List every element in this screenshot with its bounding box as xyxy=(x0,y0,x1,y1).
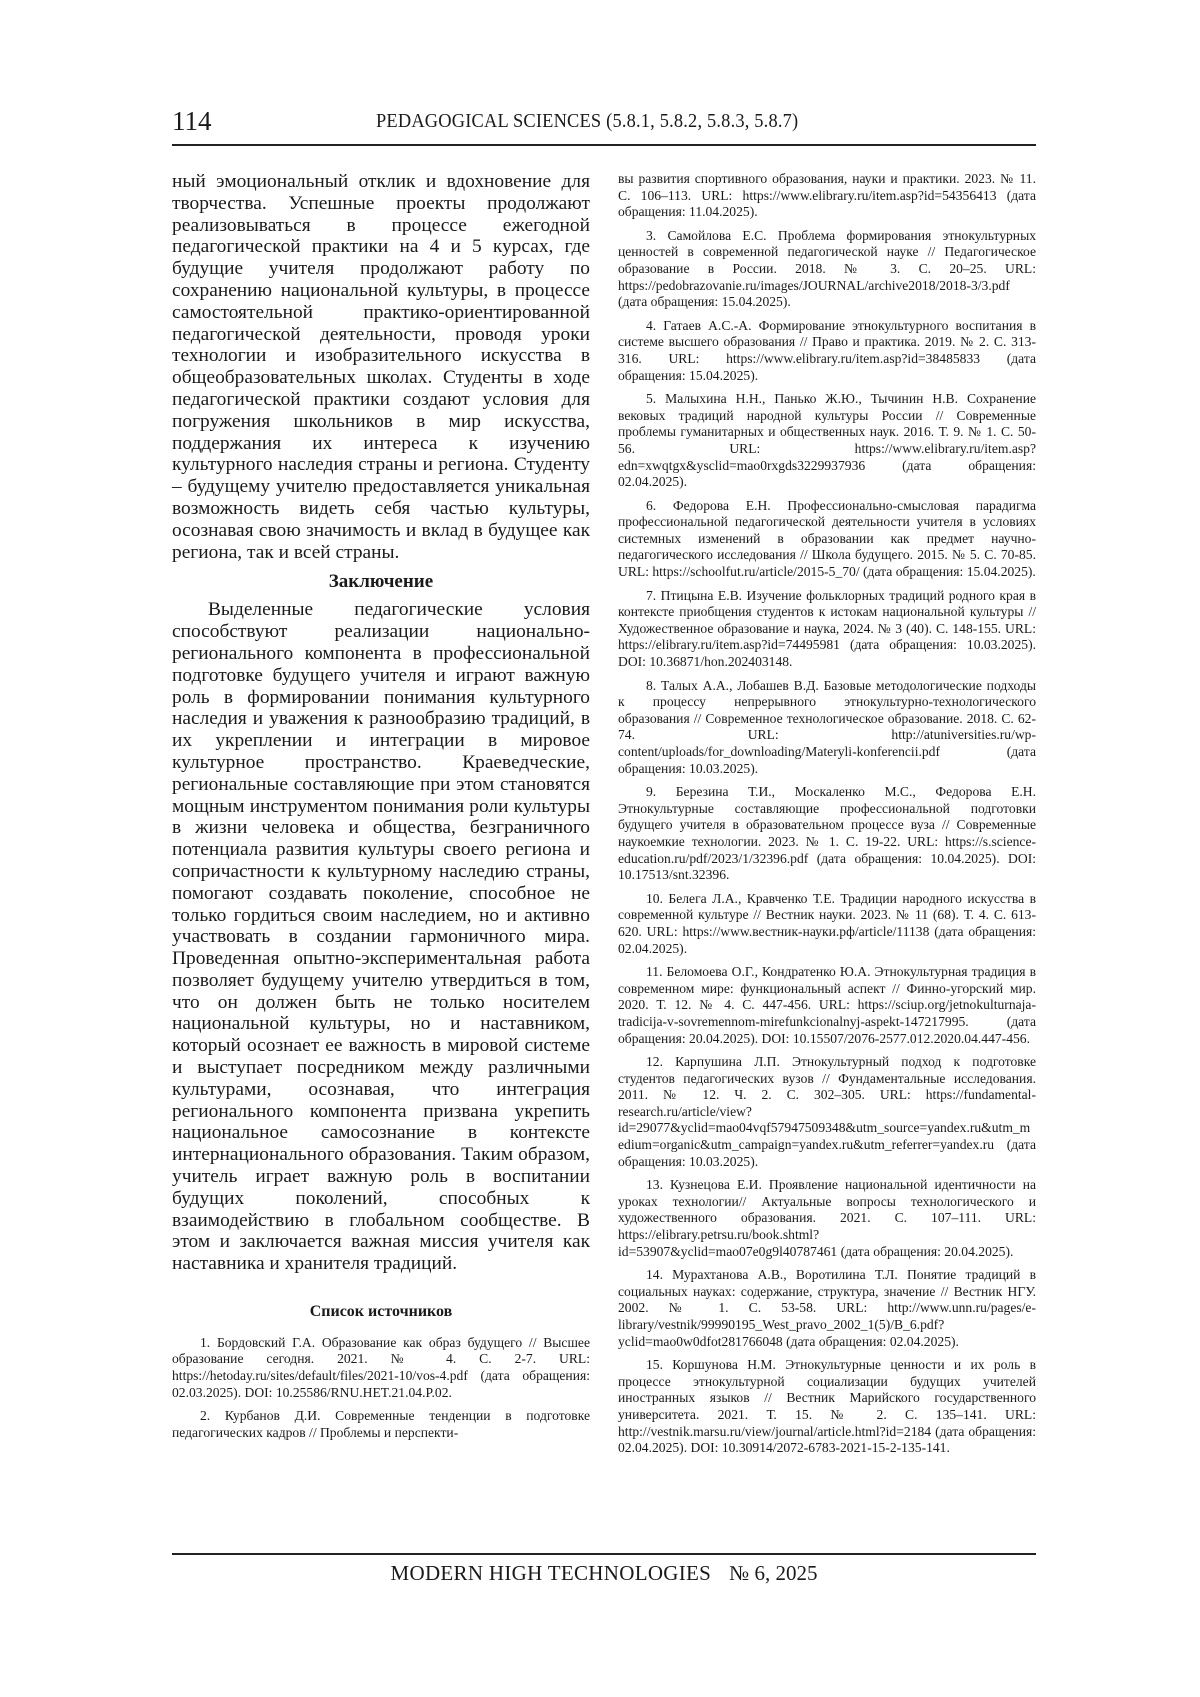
reference-item-9: 9. Березина Т.И., Москаленко М.С., Федорова Е.Н. Этнокультурные составляющие профессиональной подготовки будущего учителя в образовательном процессе вуза // Современные наукоемкие технологии. 2023. № 1. С. 19-22. URL: https://s.science-education.ru/pdf/2023/1/32396.pdf (дата обращения: 10.04.2025). DOI: 10.17513/snt.32396. xyxy=(618,784,1036,883)
reference-item-12: 12. Карпушина Л.П. Этнокультурный подход к подготовке студентов педагогических вузов // Фундаментальные исследования. 2011. № 12. Ч. 2. С. 302–305. URL: https://fundamental-research.ru/article/view?id=29077&yclid=mao04vqf57947509348&utm_source=yandex.ru&utm_medium=organic&utm_campaign=yandex.ru&utm_referrer=yandex.ru (дата обращения: 10.03.2025). xyxy=(618,1054,1036,1169)
page-number: 114 xyxy=(172,106,212,136)
page-header xyxy=(172,104,1036,146)
running-title: PEDAGOGICAL SCIENCES (5.8.1, 5.8.2, 5.8.3, 5.8.7) xyxy=(376,110,799,132)
reference-item-6: 6. Федорова Е.Н. Профессионально-смысловая парадигма профессиональной педагогической деятельности учителя в условиях системных изменений в образовании как предмет научно-педагогического исследования // Школа будущего. 2015. № 5. С. 70-85. URL: https://schoolfut.ru/article/2015-5_70/ (дата обращения: 15.04.2025). xyxy=(618,497,1036,580)
reference-list-left xyxy=(172,1335,590,1442)
reference-item-3: 3. Самойлова Е.С. Проблема формирования этнокультурных ценностей в современной педагогической науке // Педагогическое образование в России. 2018. № 3. С. 20–25. URL: https://pedobrazovanie.ru/images/JOURNAL/archive2018/2018-3/3.pdf (дата обращения: 15.04.2025). xyxy=(618,227,1036,310)
reference-item-1: 1. Бордовский Г.А. Образование как образ будущего // Высшее образование сегодня. 2021. № 4. С. 2-7. URL: https://hetoday.ru/sites/default/files/2021-10/vos-4.pdf (дата обращения: 02.03.2025). DOI: 10.25586/RNU.HET.21.04.P.02. xyxy=(172,1334,590,1400)
page-footer xyxy=(172,1553,1036,1586)
reference-list-right xyxy=(618,171,1036,1457)
references-heading: Список источников xyxy=(309,1303,453,1321)
reference-item-5: 5. Малыхина Н.Н., Панько Ж.Ю., Тычинин Н.В. Сохранение вековых традиций народной культуры России // Современные проблемы гуманитарных и общественных наук. 2016. Т. 9. № 1. С. 50-56. URL: https://www.elibrary.ru/item.asp?edn=xwqtgx&ysclid=mao0rxgds3229937936 (дата обращения: 02.04.2025). xyxy=(618,391,1036,490)
reference-item-4: 4. Гатаев А.С.-А. Формирование этнокультурного воспитания в системе высшего образования // Право и практика. 2019. № 2. С. 313-316. URL: https://www.elibrary.ru/item.asp?id=38485833 (дата обращения: 15.04.2025). xyxy=(618,317,1036,383)
conclusion-heading: Заключение xyxy=(328,571,434,593)
reference-item-15: 15. Коршунова Н.М. Этнокультурные ценности и их роль в процессе этнокультурной социализации будущих учителей иностранных языков // Вестник Марийского государственного университета. 2021. Т. 15. № 2. С. 135–141. URL: http://vestnik.marsu.ru/view/journal/article.html?id=2184 (дата обращения: 02.04.2025). DOI: 10.30914/2072-6783-2021-15-2-135-141. xyxy=(618,1357,1036,1456)
reference-item-2: 2. Курбанов Д.И. Современные тенденции в подготовке педагогических кадров // Проблемы и перспекти- xyxy=(172,1408,590,1440)
reference-item-11: 11. Беломоева О.Г., Кондратенко Ю.А. Этнокультурная традиция в современном мире: функциональный аспект // Финно-угорский мир. 2020. Т. 12. № 4. С. 447-456. URL: https://sciup.org/jetnokulturnaja-tradicija-v-sovremennom-mirefunkcionalnyj-aspekt-147217995. (дата обращения: 20.04.2025). DOI: 10.15507/2076-2577.012.2020.04.447-456. xyxy=(618,964,1036,1046)
conclusion-paragraph: Выделенные педагогические условия способствуют реализации национально-регионального компонента в профессиональной подготовке будущего учителя и играют важную роль в формировании понимания культурного наследия и уважения к разнообразию традиций, в их укреплении и интеграции в мировое культурное пространство. Краеведческие, региональные составляющие при этом становятся мощным инструментом понимания роли культуры в жизни человека и общества, безграничного потенциала развития культуры своего региона и сопричастности к культурному наследию страны, помогают создавать поколение, способное не только гордиться своим наследием, но и активно участвовать в создании гармоничного мира. Проведенная опытно-экспериментальная работа позволяет будущему учителю утвердиться в том, что он должен быть не только носителем национальной культуры, но и наставником, который осознает ее важность в мировой системе и выступает посредником между различными культурами, осознавая, что интеграция регионального компонента призвана укрепить национальное самосознание в контексте интернационального образования. Таким образом, учитель играет важную роль в воспитании будущих поколений, способных к взаимодействию в глобальном сообществе. В этом и заключается важная миссия учителя как наставника и хранителя традиций. xyxy=(172,599,590,1275)
issue-number: № 6, 2025 xyxy=(729,1561,818,1585)
reference-item-13: 13. Кузнецова Е.И. Проявление национальной идентичности на уроках технологии// Актуальные вопросы технологического и художественного образования. 2021. С. 107–111. URL: https://elibrary.petrsu.ru/book.shtml?id=53907&yclid=mao07e0g9l40787461 (дата обращения: 20.04.2025). xyxy=(618,1177,1036,1259)
reference-item-14: 14. Мурахтанова А.В., Воротилина Т.Л. Понятие традиций в социальных науках: содержание, структура, значение // Вестник НГУ. 2002. № 1. С. 53-58. URL: http://www.unn.ru/pages/e-library/vestnik/99990195_West_pravo_2002_1(5)/B_6.pdf?yclid=mao0w0dfot281766048 (дата обращения: 02.04.2025). xyxy=(618,1267,1036,1349)
reference-item-10: 10. Белега Л.А., Кравченко Т.Е. Традиции народного искусства в современной культуре // Вестник науки. 2023. № 11 (68). Т. 4. С. 613-620. URL: https://www.вестник-науки.рф/article/11138 (дата обращения: 02.04.2025). xyxy=(618,890,1036,956)
reference-item-7: 7. Птицына Е.В. Изучение фольклорных традиций родного края в контексте приобщения студентов к истокам национальной культуры // Художественное образование и наука, 2024. № 3 (40). С. 148-155. URL: https://elibrary.ru/item.asp?id=74495981 (дата обращения: 10.03.2025). DOI: 10.36871/hon.202403148. xyxy=(618,587,1036,670)
body-paragraph-continued: ный эмоциональный отклик и вдохновение для творчества. Успешные проекты продолжают реализовываться в процессе ежегодной педагогической практики на 4 и 5 курсах, где будущие учителя продолжают работу по сохранению национальной культуры, в процессе самостоятельной практико-ориентированной педагогической деятельности, проводя уроки технологии и изобразительного искусства в общеобразовательных школах. Студенты в ходе педагогической практики создают условия для погружения школьников в мир искусства, поддержания их интереса к изучению культурного наследия страны и региона. Студенту – будущему учителю предоставляется уникальная возможность видеть себя частью культуры, осознавая свою значимость и вклад в будущее как региона, так и всей страны. xyxy=(172,171,590,563)
reference-item-2-continued: вы развития спортивного образования, науки и практики. 2023. № 11. С. 106–113. URL: https://www.elibrary.ru/item.asp?id=54356413 (дата обращения: 11.04.2025). xyxy=(618,171,1036,220)
journal-name: MODERN HIGH TECHNOLOGIES xyxy=(390,1561,712,1585)
reference-item-8: 8. Талых А.А., Лобашев В.Д. Базовые методологические подходы к процессу непрерывного этнокультурно-технологического образования // Современное технологическое образование. 2018. С. 62-74. URL: http://atuniversities.ru/wp-content/uploads/for_downloading/Materyli-konferencii.pdf (дата обращения: 10.03.2025). xyxy=(618,677,1036,776)
left-column xyxy=(172,171,590,1448)
right-column xyxy=(618,171,1036,1464)
